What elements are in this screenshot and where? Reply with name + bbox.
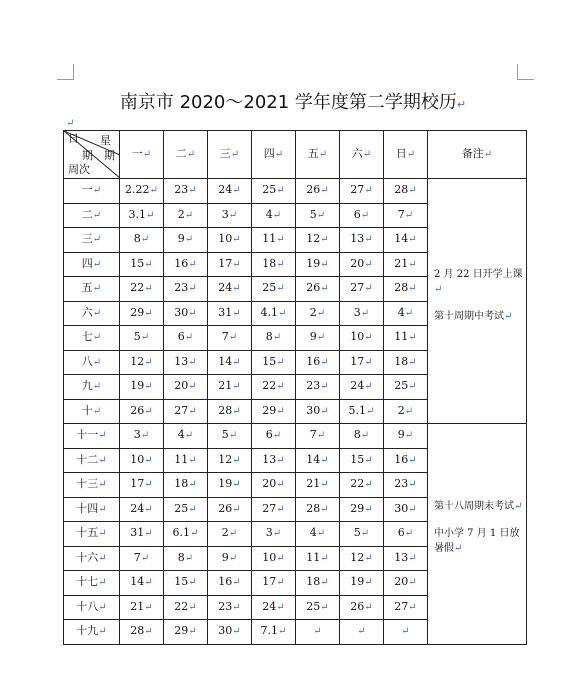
- week-row: [64, 424, 527, 449]
- date-cell: 30↵: [208, 620, 252, 645]
- date-cell: 20↵: [164, 375, 208, 400]
- date-cell: 9↵: [384, 424, 428, 449]
- date-cell: 17↵: [252, 571, 296, 596]
- date-cell: 10↵: [120, 448, 164, 473]
- date-cell: 25↵: [296, 595, 340, 620]
- date-cell: 15↵: [252, 350, 296, 375]
- date-cell: 22↵: [164, 595, 208, 620]
- date-cell: 3↵: [252, 522, 296, 547]
- header-row: [64, 131, 527, 179]
- crop-mark-tr-h: [517, 79, 534, 80]
- corner-label-day: 日: [68, 132, 79, 145]
- date-cell: 24↵: [340, 375, 384, 400]
- date-cell: 10↵: [340, 326, 384, 351]
- date-cell: 18↵: [164, 473, 208, 498]
- date-cell: 20↵: [252, 473, 296, 498]
- date-cell: 13↵: [340, 228, 384, 253]
- date-cell: 31↵: [208, 301, 252, 326]
- note-line: 第十周期中考试↵: [434, 310, 513, 322]
- date-cell: 7↵: [384, 203, 428, 228]
- date-cell: 29↵: [340, 497, 384, 522]
- week-row: [64, 179, 527, 204]
- date-cell: 30↵: [384, 497, 428, 522]
- date-cell: 25↵: [384, 375, 428, 400]
- crop-mark-tr-v: [517, 64, 518, 80]
- date-cell: 10↵: [208, 228, 252, 253]
- date-cell: 28↵: [384, 179, 428, 204]
- date-cell: 17↵: [120, 473, 164, 498]
- date-cell: 15↵: [120, 252, 164, 277]
- date-cell: 24↵: [208, 179, 252, 204]
- school-calendar-table: [63, 130, 527, 645]
- date-cell: 7↵: [296, 424, 340, 449]
- week-number-cell: 十九↵: [64, 620, 120, 645]
- date-cell: 3↵: [340, 301, 384, 326]
- page-title-text: 南京市 2020～2021 学年度第二学期校历: [119, 92, 457, 113]
- date-cell: 15↵: [340, 448, 384, 473]
- date-cell: 14↵: [384, 228, 428, 253]
- date-cell: 31↵: [120, 522, 164, 547]
- date-cell: 24↵: [120, 497, 164, 522]
- date-cell: 20↵: [340, 252, 384, 277]
- date-cell: 27↵: [164, 399, 208, 424]
- date-cell: 23↵: [384, 473, 428, 498]
- date-cell: 30↵: [296, 399, 340, 424]
- date-cell: 28↵: [208, 399, 252, 424]
- date-cell: 6↵: [384, 522, 428, 547]
- date-cell: 17↵: [340, 350, 384, 375]
- date-cell: 6↵: [340, 203, 384, 228]
- date-cell: 24↵: [252, 595, 296, 620]
- week-number-cell: 八↵: [64, 350, 120, 375]
- note-line: 中小学 7 月 1 日放暑假↵: [434, 528, 520, 555]
- date-cell: 3↵: [208, 203, 252, 228]
- date-cell: 12↵: [120, 350, 164, 375]
- date-cell: 28↵: [296, 497, 340, 522]
- date-cell: 25↵: [252, 277, 296, 302]
- date-cell: 7↵: [208, 326, 252, 351]
- date-cell: 25↵: [164, 497, 208, 522]
- week-number-cell: 四↵: [64, 252, 120, 277]
- week-number-cell: 二↵: [64, 203, 120, 228]
- date-cell: 6.1↵: [164, 522, 208, 547]
- date-cell: 16↵: [164, 252, 208, 277]
- date-cell: 18↵: [296, 571, 340, 596]
- week-number-cell: 十七↵: [64, 571, 120, 596]
- week-number-cell: 十三↵: [64, 473, 120, 498]
- date-cell: 6↵: [252, 424, 296, 449]
- corner-label-period-right: 期: [104, 149, 115, 162]
- date-cell: 13↵: [384, 546, 428, 571]
- week-number-cell: 十五↵: [64, 522, 120, 547]
- date-cell: 26↵: [340, 595, 384, 620]
- day-header-mon: 一↵: [120, 131, 164, 179]
- date-cell: 29↵: [164, 620, 208, 645]
- date-cell: 19↵: [296, 252, 340, 277]
- date-cell: 22↵: [252, 375, 296, 400]
- date-cell: 25↵: [252, 179, 296, 204]
- date-cell: 17↵: [208, 252, 252, 277]
- notes-cell: [428, 179, 527, 424]
- date-cell: 14↵: [120, 571, 164, 596]
- paragraph-mark-icon: ↵: [456, 98, 467, 111]
- date-cell: 2↵: [164, 203, 208, 228]
- date-cell: 14↵: [208, 350, 252, 375]
- date-cell: 21↵: [120, 595, 164, 620]
- date-cell: 20↵: [384, 571, 428, 596]
- date-cell: ↵: [384, 620, 428, 645]
- date-cell: 22↵: [120, 277, 164, 302]
- week-number-cell: 十一↵: [64, 424, 120, 449]
- date-cell: 11↵: [164, 448, 208, 473]
- date-cell: 3↵: [120, 424, 164, 449]
- week-number-cell: 九↵: [64, 375, 120, 400]
- date-cell: 2.22↵: [120, 179, 164, 204]
- date-cell: 22↵: [340, 473, 384, 498]
- date-cell: 11↵: [252, 228, 296, 253]
- week-number-cell: 五↵: [64, 277, 120, 302]
- date-cell: 14↵: [296, 448, 340, 473]
- notes-cell: [428, 424, 527, 645]
- day-header-thu: 四↵: [252, 131, 296, 179]
- date-cell: 5↵: [340, 522, 384, 547]
- date-cell: 10↵: [252, 546, 296, 571]
- date-cell: 26↵: [208, 497, 252, 522]
- date-cell: 12↵: [340, 546, 384, 571]
- week-number-cell: 七↵: [64, 326, 120, 351]
- date-cell: 19↵: [340, 571, 384, 596]
- date-cell: 8↵: [120, 228, 164, 253]
- date-cell: 8↵: [340, 424, 384, 449]
- date-cell: 4↵: [384, 301, 428, 326]
- date-cell: 5.1↵: [340, 399, 384, 424]
- date-cell: 21↵: [208, 375, 252, 400]
- date-cell: 2↵: [384, 399, 428, 424]
- date-cell: 16↵: [208, 571, 252, 596]
- date-cell: 12↵: [296, 228, 340, 253]
- date-cell: 4↵: [252, 203, 296, 228]
- date-cell: 24↵: [208, 277, 252, 302]
- corner-label-period-left: 期: [82, 149, 93, 162]
- day-header-tue: 二↵: [164, 131, 208, 179]
- date-cell: 16↵: [384, 448, 428, 473]
- date-cell: 2↵: [296, 301, 340, 326]
- corner-cell: [64, 131, 120, 179]
- date-cell: 18↵: [252, 252, 296, 277]
- date-cell: 30↵: [164, 301, 208, 326]
- date-cell: 4↵: [164, 424, 208, 449]
- crop-mark-tl-h: [57, 79, 74, 80]
- date-cell: 15↵: [164, 571, 208, 596]
- date-cell: 5↵: [208, 424, 252, 449]
- week-number-cell: 十六↵: [64, 546, 120, 571]
- week-number-cell: 六↵: [64, 301, 120, 326]
- date-cell: 6↵: [164, 326, 208, 351]
- week-number-cell: 一↵: [64, 179, 120, 204]
- week-number-cell: 十↵: [64, 399, 120, 424]
- date-cell: 29↵: [252, 399, 296, 424]
- day-header-sun: 日↵: [384, 131, 428, 179]
- date-cell: 13↵: [164, 350, 208, 375]
- date-cell: 8↵: [252, 326, 296, 351]
- date-cell: 2↵: [208, 522, 252, 547]
- calendar-body: [64, 131, 527, 645]
- date-cell: 12↵: [208, 448, 252, 473]
- note-line: 2 月 22 日开学上课↵: [434, 268, 523, 295]
- date-cell: 27↵: [340, 277, 384, 302]
- day-header-wed: 三↵: [208, 131, 252, 179]
- note-line: 第十八周期末考试↵: [434, 501, 523, 513]
- date-cell: 9↵: [164, 228, 208, 253]
- day-header-sat: 六↵: [340, 131, 384, 179]
- date-cell: 3.1↵: [120, 203, 164, 228]
- date-cell: 4.1↵: [252, 301, 296, 326]
- date-cell: 11↵: [384, 326, 428, 351]
- paragraph-mark-icon: ↵: [66, 118, 75, 129]
- date-cell: 11↵: [296, 546, 340, 571]
- corner-label-week: 周次: [68, 163, 90, 176]
- date-cell: 19↵: [208, 473, 252, 498]
- date-cell: ↵: [296, 620, 340, 645]
- date-cell: 27↵: [252, 497, 296, 522]
- date-cell: 27↵: [384, 595, 428, 620]
- date-cell: 27↵: [340, 179, 384, 204]
- date-cell: 21↵: [296, 473, 340, 498]
- date-cell: 7↵: [120, 546, 164, 571]
- date-cell: 9↵: [208, 546, 252, 571]
- crop-mark-tl-v: [73, 64, 74, 80]
- date-cell: 26↵: [296, 179, 340, 204]
- day-header-fri: 五↵: [296, 131, 340, 179]
- date-cell: 21↵: [384, 252, 428, 277]
- date-cell: 26↵: [296, 277, 340, 302]
- date-cell: 26↵: [120, 399, 164, 424]
- date-cell: 23↵: [164, 179, 208, 204]
- date-cell: 9↵: [296, 326, 340, 351]
- date-cell: 28↵: [384, 277, 428, 302]
- date-cell: 18↵: [384, 350, 428, 375]
- date-cell: 23↵: [208, 595, 252, 620]
- date-cell: 23↵: [164, 277, 208, 302]
- date-cell: 5↵: [120, 326, 164, 351]
- week-number-cell: 十二↵: [64, 448, 120, 473]
- corner-label-star: 星: [100, 134, 111, 147]
- date-cell: 19↵: [120, 375, 164, 400]
- date-cell: 29↵: [120, 301, 164, 326]
- date-cell: 4↵: [296, 522, 340, 547]
- date-cell: 28↵: [120, 620, 164, 645]
- week-number-cell: 三↵: [64, 228, 120, 253]
- date-cell: 23↵: [296, 375, 340, 400]
- date-cell: 8↵: [164, 546, 208, 571]
- notes-header: 备注↵: [428, 131, 527, 179]
- date-cell: 16↵: [296, 350, 340, 375]
- week-number-cell: 十四↵: [64, 497, 120, 522]
- date-cell: ↵: [340, 620, 384, 645]
- week-number-cell: 十八↵: [64, 595, 120, 620]
- date-cell: 13↵: [252, 448, 296, 473]
- date-cell: 5↵: [296, 203, 340, 228]
- date-cell: 7.1↵: [252, 620, 296, 645]
- page-title: [0, 88, 586, 114]
